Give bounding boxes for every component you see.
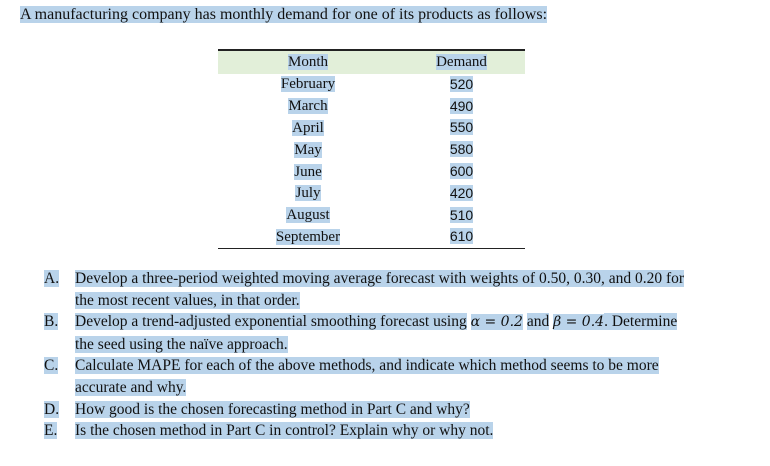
list-item: [44, 268, 730, 311]
item-line: Develop a trend-adjusted exponential smoothing forecast using: [75, 313, 467, 331]
intro-text: [20, 5, 547, 25]
question-list: [44, 268, 730, 442]
month-cell: [218, 98, 398, 115]
item-line: the seed using the naïve approach.: [75, 335, 288, 353]
item-text: [75, 420, 730, 442]
demand-cell: [398, 163, 525, 181]
item-line: . Determine: [604, 313, 678, 331]
month-label: April: [292, 119, 324, 136]
item-line: the most recent values, in that order.: [75, 291, 300, 309]
list-item: [44, 399, 730, 421]
item-line: How good is the chosen forecasting method in Part C and why?: [75, 400, 470, 418]
demand-cell: [398, 228, 525, 246]
item-text: [75, 268, 730, 311]
intro-highlight: A manufacturing company has monthly demand for one of its products as follows:: [20, 6, 548, 23]
table-row: [218, 96, 525, 118]
month-label: February: [280, 76, 336, 93]
demand-cell: [398, 98, 525, 116]
header-demand-label: Demand: [436, 54, 487, 70]
item-letter-text: D.: [44, 400, 60, 418]
month-cell: [218, 164, 398, 181]
item-line: Calculate MAPE for each of the above methods, and indicate which method seems to be more: [75, 357, 659, 375]
demand-cell: [398, 76, 525, 94]
item-letter: [44, 420, 75, 442]
month-cell: [218, 207, 398, 224]
demand-value: 580: [449, 141, 474, 158]
item-letter-text: C.: [44, 357, 59, 375]
demand-value: 510: [449, 206, 474, 223]
month-cell: [218, 142, 398, 159]
month-label: July: [295, 185, 321, 202]
item-letter: [44, 355, 75, 398]
demand-value: 420: [449, 184, 474, 201]
list-item: [44, 420, 730, 442]
month-cell: [218, 229, 398, 246]
list-item: [44, 311, 730, 355]
table-row: [218, 139, 525, 161]
header-month-label: Month: [287, 54, 328, 70]
header-demand: [398, 54, 525, 71]
list-item: [44, 355, 730, 398]
alpha-expression: α = 0.2: [470, 314, 523, 331]
item-text: [75, 399, 730, 421]
month-label: September: [275, 228, 341, 245]
item-line: Is the chosen method in Part C in control? Explain why or why not.: [75, 422, 494, 440]
month-label: June: [294, 163, 322, 180]
item-letter: [44, 399, 75, 421]
month-cell: [218, 120, 398, 137]
item-text: [75, 355, 730, 398]
demand-value: 610: [449, 228, 474, 245]
table-row: [218, 205, 525, 227]
demand-cell: [398, 141, 525, 159]
table-row: [218, 227, 525, 249]
beta-expression: β = 0.4: [553, 314, 605, 331]
header-month: [218, 54, 398, 71]
demand-value: 520: [449, 75, 474, 92]
month-label: May: [294, 141, 322, 158]
demand-value: 490: [449, 97, 474, 114]
item-line: Develop a three-period weighted moving average forecast with weights of 0.50, 0.30, and 0.20 for: [75, 270, 685, 287]
demand-cell: [398, 207, 525, 225]
demand-cell: [398, 185, 525, 203]
item-line: and: [526, 313, 550, 331]
demand-cell: [398, 119, 525, 137]
item-letter-text: A.: [44, 270, 60, 287]
demand-value: 600: [449, 163, 474, 180]
table-row: [218, 161, 525, 183]
item-letter: [44, 311, 75, 355]
table-row: [218, 183, 525, 205]
table-header-row: [218, 51, 525, 74]
table-row: [218, 118, 525, 140]
month-cell: [218, 185, 398, 202]
item-letter-text: E.: [44, 422, 58, 440]
demand-value: 550: [449, 119, 474, 136]
item-text: [75, 311, 730, 355]
item-line: accurate and why.: [75, 378, 187, 396]
table-row: [218, 74, 525, 96]
demand-table: [218, 49, 525, 249]
month-cell: [218, 76, 398, 93]
item-letter: [44, 268, 75, 311]
month-label: March: [288, 98, 328, 115]
month-label: August: [286, 207, 330, 224]
item-letter-text: B.: [44, 313, 59, 331]
